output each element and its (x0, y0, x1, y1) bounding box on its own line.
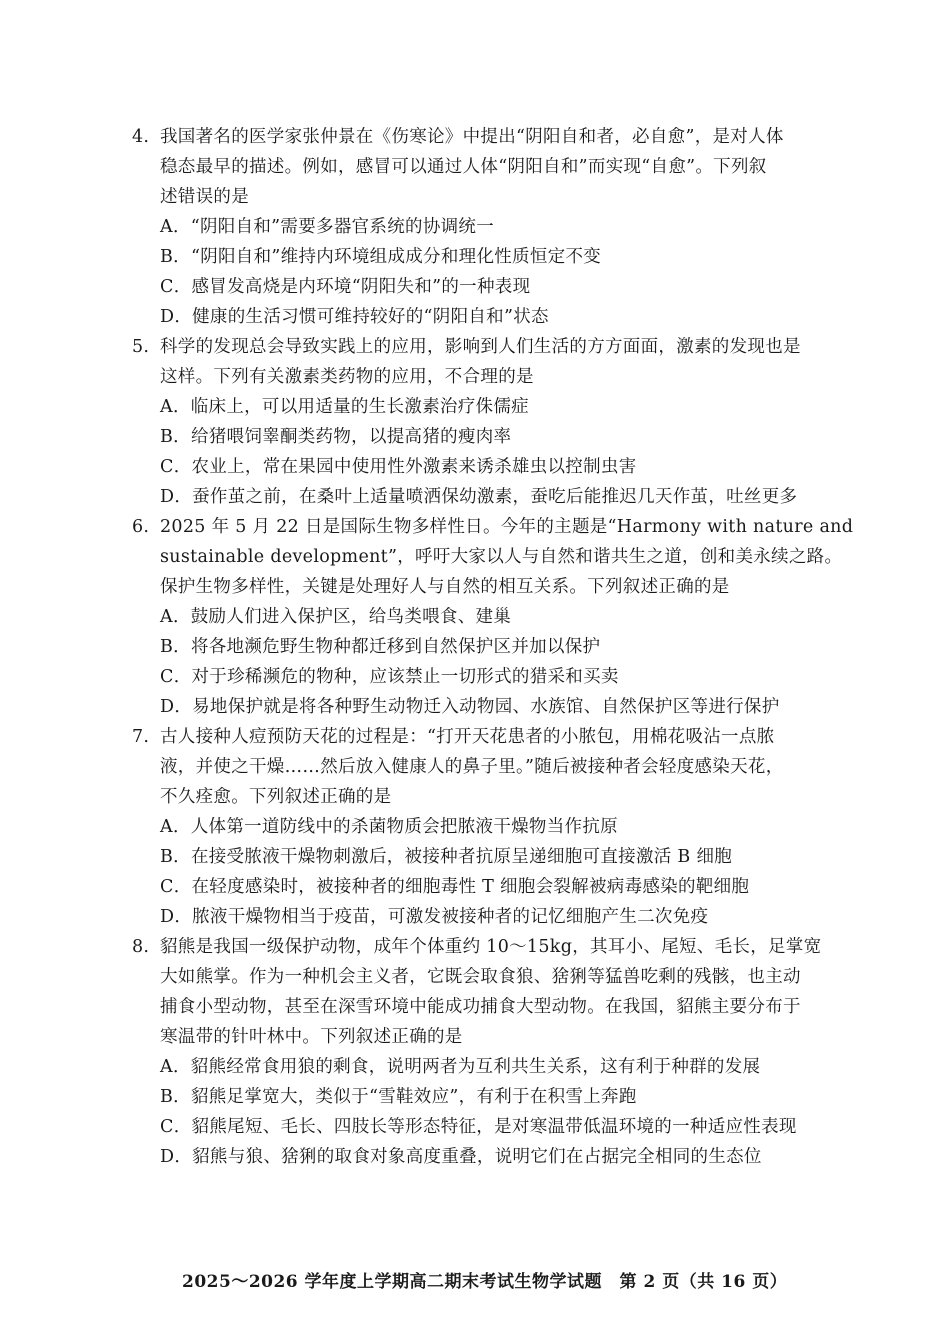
question-stem-line: 不久痊愈。下列叙述正确的是 (160, 787, 392, 807)
question-stem-line: 6. 2025 年 5 月 22 日是国际生物多样性日。今年的主题是“Harmony with nature and (132, 512, 832, 542)
question-stem-line: 液，并使之干燥……然后放入健康人的鼻子里。”随后被接种者会轻度感染天花， (160, 757, 784, 777)
option-b: B．将各地濒危野生物种都迁移到自然保护区并加以保护 (160, 637, 601, 657)
question-8 (132, 932, 832, 1172)
question-number: 8. (132, 937, 150, 957)
option-a: A．人体第一道防线中的杀菌物质会把脓液干燥物当作抗原 (160, 817, 618, 837)
question-number: 6. (132, 517, 150, 537)
question-6 (132, 512, 854, 722)
option-a: A．鼓励人们进入保护区，给鸟类喂食、建巢 (160, 607, 512, 627)
option-c: C．农业上，常在果园中使用性外激素来诱杀雄虫以控制虫害 (160, 457, 637, 477)
question-stem-line: 捕食小型动物，甚至在深雪环境中能成功捕食大型动物。在我国，貂熊主要分布于 (160, 997, 801, 1017)
question-stem-line: 寒温带的针叶林中。下列叙述正确的是 (160, 1027, 463, 1047)
question-stem-line: sustainable development”，呼吁大家以人与自然和谐共生之道，创和美永续之路。 (160, 547, 843, 567)
option-c: C．感冒发高烧是内环境“阴阳失和”的一种表现 (160, 277, 531, 297)
question-stem-line: 这样。下列有关激素类药物的应用，不合理的是 (160, 367, 534, 387)
question-number: 7. (132, 727, 150, 747)
question-stem-line: 5. 科学的发现总会导致实践上的应用，影响到人们生活的方方面面，激素的发现也是 (132, 332, 832, 362)
question-stem-line: 保护生物多样性，关键是处理好人与自然的相互关系。下列叙述正确的是 (160, 577, 730, 597)
option-d: D．貂熊与狼、猞猁的取食对象高度重叠，说明它们在占据完全相同的生态位 (160, 1147, 762, 1167)
question-5 (132, 332, 832, 512)
question-stem-line: 稳态最早的描述。例如，感冒可以通过人体“阴阳自和”而实现“自愈”。下列叙 (160, 157, 767, 177)
question-number: 4. (132, 127, 150, 147)
option-a: A．临床上，可以用适量的生长激素治疗侏儒症 (160, 397, 529, 417)
option-d: D．易地保护就是将各种野生动物迁入动物园、水族馆、自然保护区等进行保护 (160, 697, 780, 717)
question-stem-line: 4. 我国著名的医学家张仲景在《伤寒论》中提出“阴阳自和者，必自愈”，是对人体 (132, 122, 832, 152)
option-c: C．对于珍稀濒危的物种，应该禁止一切形式的猎采和买卖 (160, 667, 619, 687)
option-d: D．脓液干燥物相当于疫苗，可激发被接种者的记忆细胞产生二次免疫 (160, 907, 709, 927)
question-stem-line: 大如熊掌。作为一种机会主义者，它既会取食狼、猞猁等猛兽吃剩的残骸，也主动 (160, 967, 801, 987)
question-stem-line: 述错误的是 (160, 187, 249, 207)
option-d: D．健康的生活习惯可维持较好的“阴阳自和”状态 (160, 307, 549, 327)
option-d: D．蚕作茧之前，在桑叶上适量喷洒保幼激素，蚕吃后能推迟几天作茧，吐丝更多 (160, 487, 798, 507)
questions-block (132, 122, 854, 1172)
option-a: A．貂熊经常食用狼的剩食，说明两者为互利共生关系，这有利于种群的发展 (160, 1057, 761, 1077)
question-stem-line: 8. 貂熊是我国一级保护动物，成年个体重约 10～15kg，其耳小、尾短、毛长，足掌宽 (132, 932, 832, 962)
question-stem-line: 7. 古人接种人痘预防天花的过程是：“打开天花患者的小脓包，用棉花吸沾一点脓 (132, 722, 832, 752)
option-a: A．“阴阳自和”需要多器官系统的协调统一 (160, 217, 495, 237)
option-c: C．貂熊尾短、毛长、四肢长等形态特征，是对寒温带低温环境的一种适应性表现 (160, 1117, 797, 1137)
option-c: C．在轻度感染时，被接种者的细胞毒性 T 细胞会裂解被病毒感染的靶细胞 (160, 877, 750, 897)
option-b: B．在接受脓液干燥物刺激后，被接种者抗原呈递细胞可直接激活 B 细胞 (160, 847, 733, 867)
question-4 (132, 122, 832, 332)
option-b: B．“阴阳自和”维持内环境组成成分和理化性质恒定不变 (160, 247, 602, 267)
question-number: 5. (132, 337, 150, 357)
option-b: B．给猪喂饲睾酮类药物，以提高猪的瘦肉率 (160, 427, 512, 447)
question-7 (132, 722, 832, 932)
page-footer: 2025～2026 学年度上学期高二期末考试生物学试题 第 2 页（共 16 页） (182, 1272, 788, 1292)
option-b: B．貂熊足掌宽大，类似于“雪鞋效应”，有利于在积雪上奔跑 (160, 1087, 637, 1107)
